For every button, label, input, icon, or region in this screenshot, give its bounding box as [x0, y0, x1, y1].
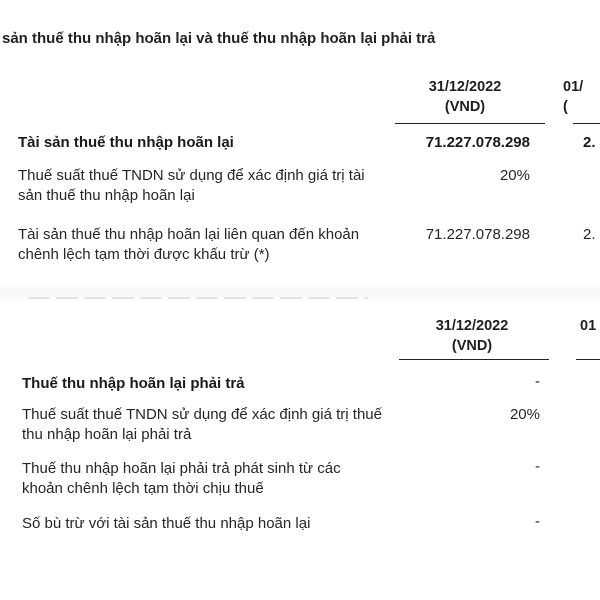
scan-seam [0, 282, 600, 304]
row-value-2022: 20% [499, 167, 530, 184]
row-value-2022: - [535, 513, 540, 530]
column-date: 31/12/2022 [428, 79, 502, 95]
faded-text-remnant [28, 297, 368, 299]
row-value-prior: 2. [583, 226, 596, 243]
row-value-prior: 2. [583, 134, 596, 151]
column-header-2022 [397, 316, 547, 356]
header-underline [395, 123, 545, 124]
column-date: 31/12/2022 [435, 318, 509, 334]
row-value-2022: - [535, 458, 540, 475]
header-underline [576, 359, 600, 360]
column-header-prior [580, 316, 600, 336]
header-underline [399, 359, 549, 360]
row-label: Tài sản thuế thu nhập hoãn lại liên quan đến khoản chênh lệch tạm thời được khấu trừ (*) [18, 226, 360, 263]
column-unit: (VND) [451, 338, 493, 354]
row-value-2022: 20% [509, 406, 540, 423]
column-header-prior [563, 77, 600, 117]
column-date: 01/ [563, 79, 584, 95]
column-date: 01 [580, 318, 597, 334]
row-label: Thuế thu nhập hoãn lại phải trả phát sinh từ các khoản chênh lệch tạm thời chịu thuế [22, 460, 341, 497]
section-title: sản thuế thu nhập hoãn lại và thuế thu nhập hoãn lại phải trả [2, 30, 436, 47]
row-value-2022: 71.227.078.298 [425, 226, 530, 243]
column-unit: ( [563, 99, 568, 115]
row-label: Số bù trừ với tài sản thuế thu nhập hoãn lại [22, 515, 311, 532]
header-underline [573, 123, 600, 124]
row-label: Tài sản thuế thu nhập hoãn lại [18, 134, 234, 151]
row-value-2022: - [535, 373, 540, 390]
row-label: Thuế thu nhập hoãn lại phải trả [22, 375, 245, 392]
row-value-2022: 71.227.078.298 [425, 134, 530, 151]
column-unit: (VND) [444, 99, 486, 115]
column-header-2022 [390, 77, 540, 117]
row-label: Thuế suất thuế TNDN sử dụng để xác định giá trị thuế thu nhập hoãn lại phải trả [22, 406, 382, 443]
row-label: Thuế suất thuế TNDN sử dụng để xác định giá trị tài sản thuế thu nhập hoãn lại [18, 167, 365, 204]
